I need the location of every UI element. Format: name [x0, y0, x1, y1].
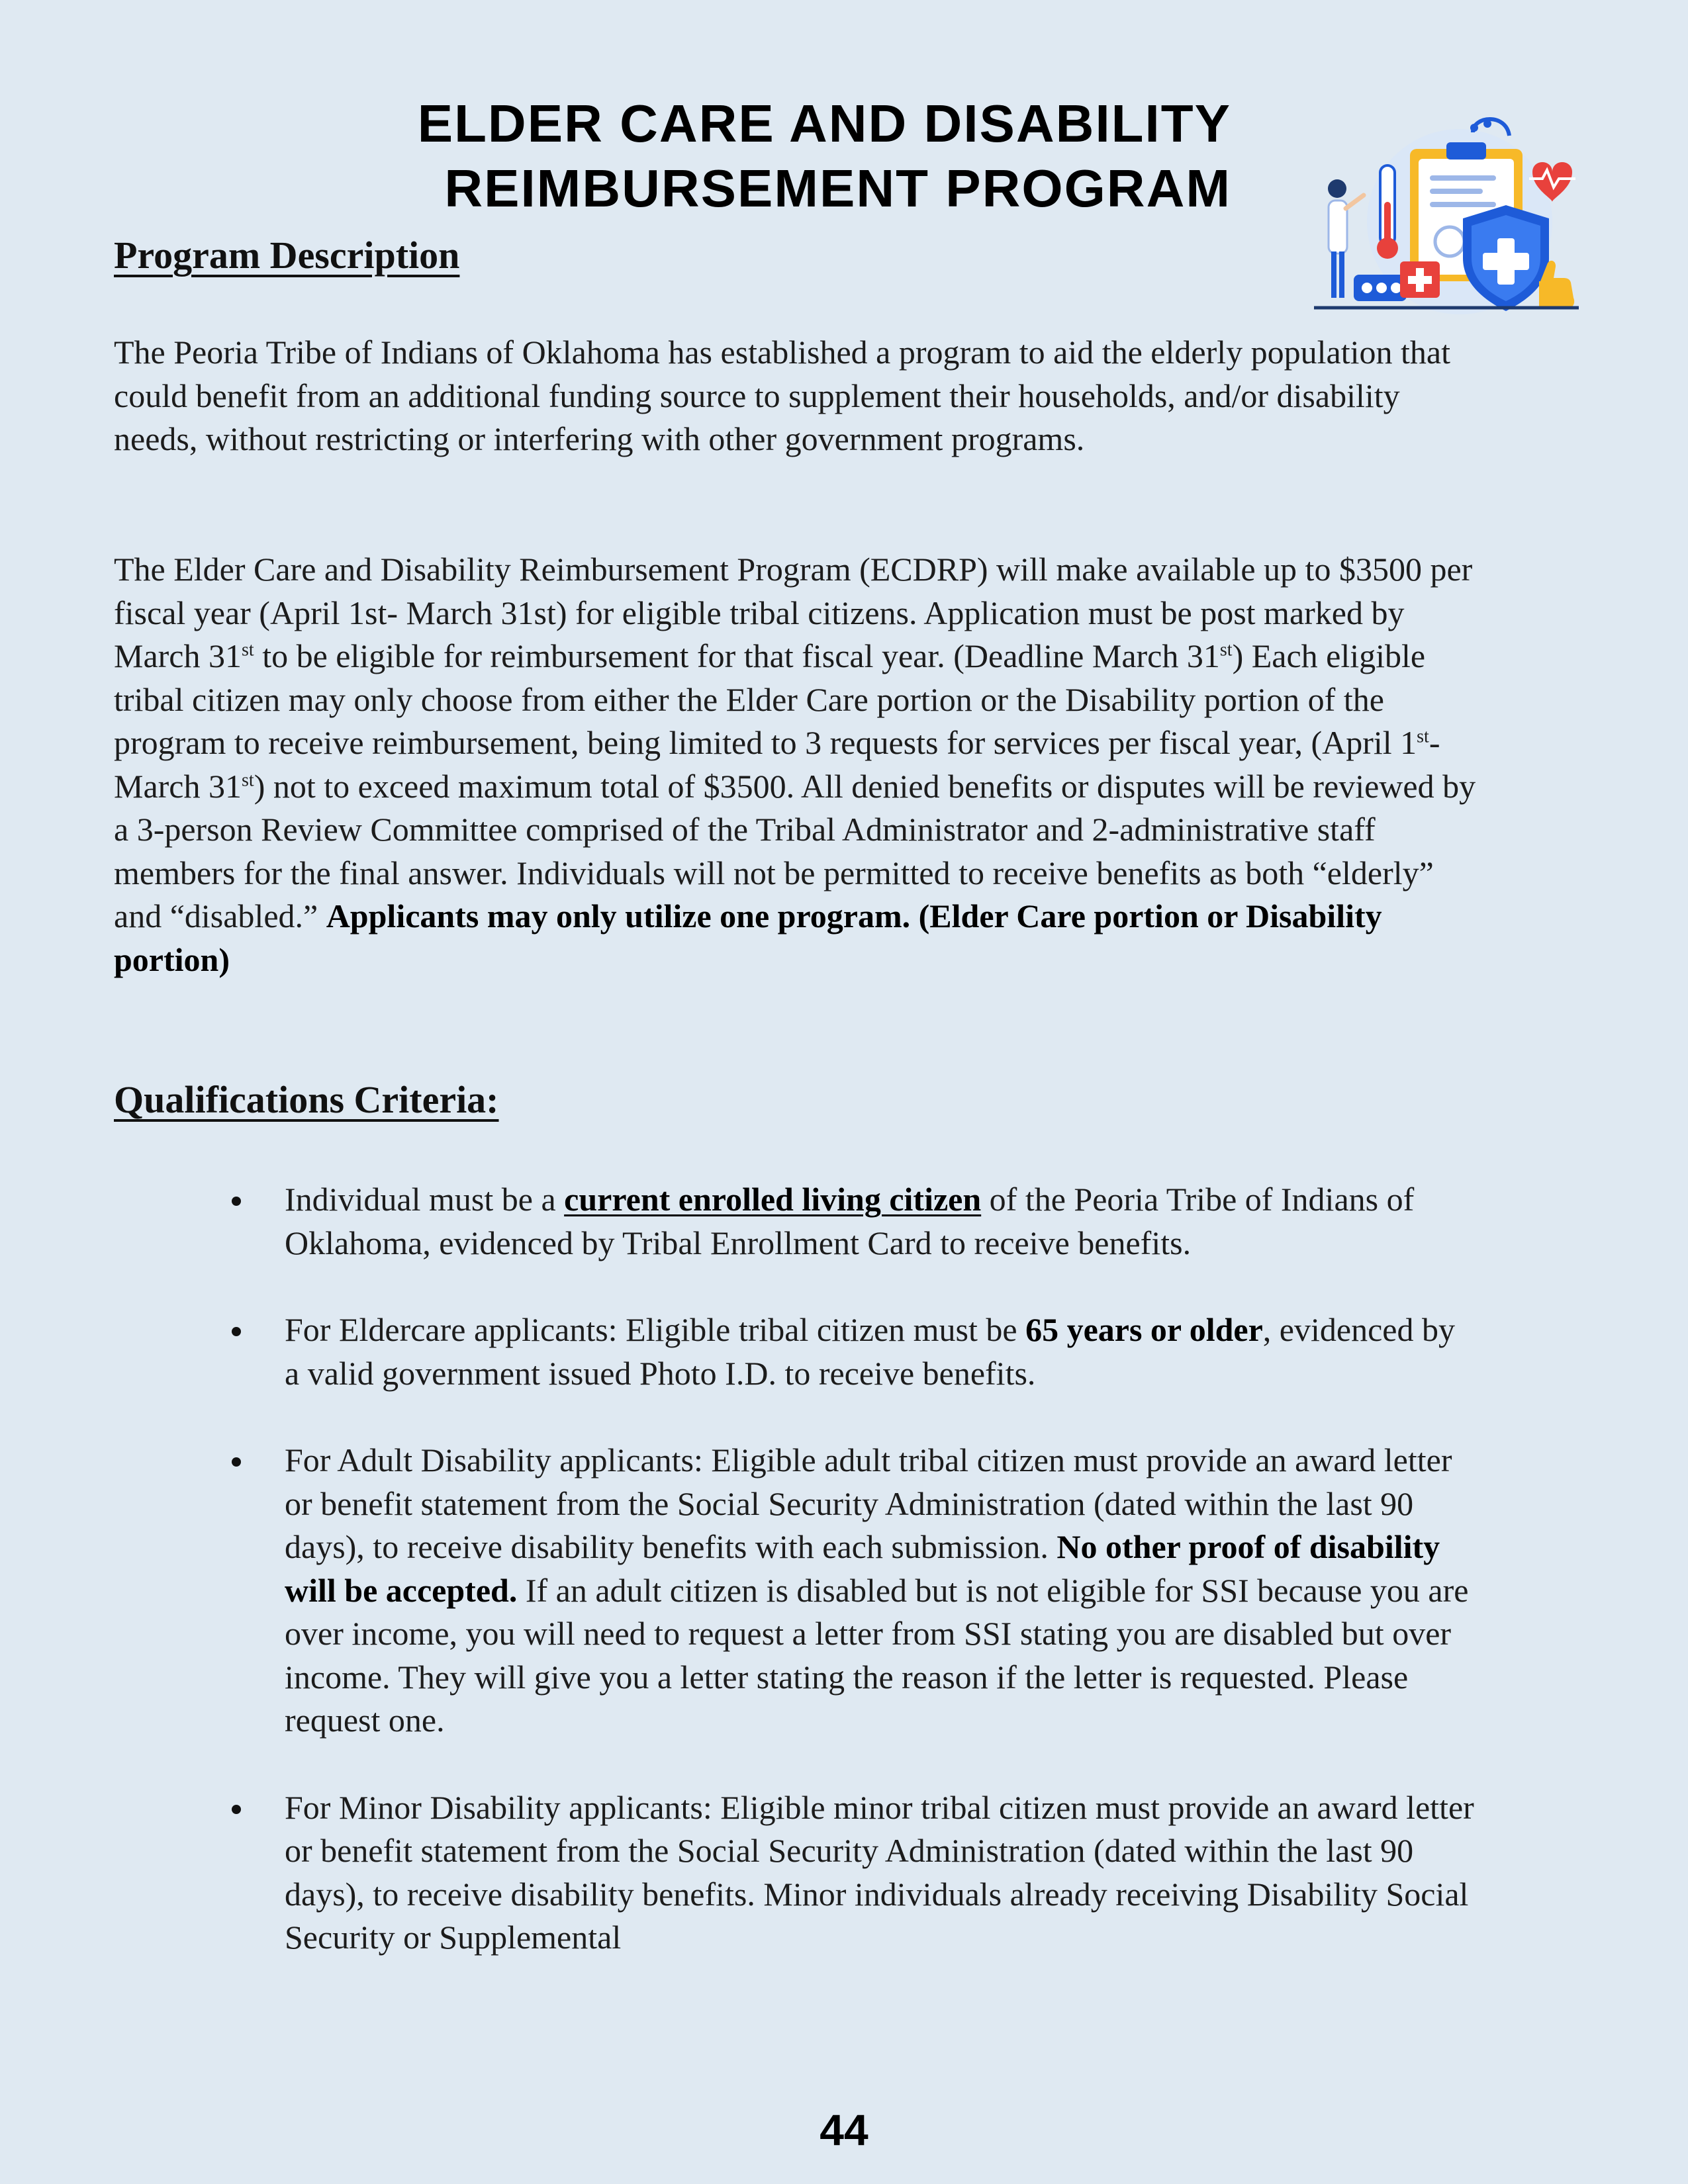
criteria-item-2 [218, 1308, 1476, 1395]
qualifications-list [218, 1178, 1476, 1960]
criteria-item-3-emphasis: No other proof of disability will be accepted. [285, 1528, 1440, 1609]
page-number: 44 [820, 2105, 868, 2154]
criteria-item-1-text: Individual must be a [285, 1181, 565, 1218]
criteria-item-2-emphasis: 65 years or older [1025, 1311, 1263, 1348]
page-title-line-1: ELDER CARE AND DISABILITY [417, 94, 1231, 153]
para2-bold-text: Applicants may only utilize one program. (Elder Care portion or Disability portion) [114, 897, 1382, 978]
criteria-item-4-text: For Minor Disability applicants: Eligible minor tribal citizen must provide an award letter or benefit statement from the Social Security Administration (dated within the last 90 days), to receive disability benefits. Minor individuals already receiving Disability Social Security or Supplemental [285, 1788, 1474, 1956]
program-description-paragraph-2 [114, 548, 1477, 981]
criteria-item-3-text-end: If an adult citizen is disabled but is not eligible for SSI because you are over income, you will need to request a letter from SSI stating you are disabled but over income. They will give you a letter stating the reason if the letter is requested. Please request one. [285, 1571, 1469, 1739]
criteria-item-1-text-end: of the Peoria Tribe of Indians of Oklahoma, evidenced by Tribal Enrollment Card to receive benefits. [285, 1181, 1415, 1261]
para2-text-2: to be eligible for reimbursement for that fiscal year. (Deadline March 31 [254, 637, 1220, 674]
program-description-heading: Program Description [114, 234, 460, 277]
para2-sup-3: st [1417, 726, 1429, 747]
page-title-line-2: REIMBURSEMENT PROGRAM [444, 159, 1231, 218]
criteria-item-1 [218, 1178, 1476, 1265]
para2-text-5: ) not to exceed maximum total of $3500. All denied benefits or disputes will be reviewed by a 3-person Review Committee comprised of the Tribal Administrator and 2-administrative staff members for the final answer. Individuals will not be permitted to receive benefits as both “elderly” and “disabled.” [114, 767, 1476, 934]
page-title [371, 91, 1231, 221]
criteria-item-3-text: For Adult Disability applicants: Eligible adult tribal citizen must provide an award letter or benefit statement from the Social Security Administration (dated within the last 90 days), to receive disability benefits with each submission. [285, 1441, 1452, 1565]
qualifications-heading: Qualifications Criteria: [114, 1078, 499, 1121]
medical-illustration-icon [1307, 109, 1585, 321]
para2-sup-4: st [242, 769, 254, 790]
criteria-item-1-emphasis: current enrolled living citizen [564, 1181, 982, 1218]
criteria-item-3 [218, 1439, 1476, 1743]
criteria-item-4 [218, 1786, 1476, 1960]
criteria-item-2-text: For Eldercare applicants: Eligible tribal citizen must be [285, 1311, 1026, 1348]
para2-text-4: -March 31 [114, 724, 1440, 805]
para2-sup-2: st [1219, 639, 1233, 660]
criteria-item-2-text-end: , evidenced by a valid government issued Photo I.D. to receive benefits. [285, 1311, 1455, 1392]
para2-text-3: ) Each eligible tribal citizen may only choose from either the Elder Care portion or the Disability portion of the program to receive reimbursement, being limited to 3 requests for services per fiscal year, (April 1 [114, 637, 1426, 761]
para2-text-1: The Elder Care and Disability Reimbursement Program (ECDRP) will make available up to $3500 per fiscal year (April 1st- March 31st) for eligible tribal citizens. Application must be post marked by March 31 [114, 551, 1473, 674]
program-description-paragraph-1: The Peoria Tribe of Indians of Oklahoma has established a program to aid the elderly population that could benefit from an additional funding source to supplement their households, and/or disability needs, without restricting or interfering with other government programs. [114, 334, 1450, 457]
para2-sup-1: st [242, 639, 254, 660]
